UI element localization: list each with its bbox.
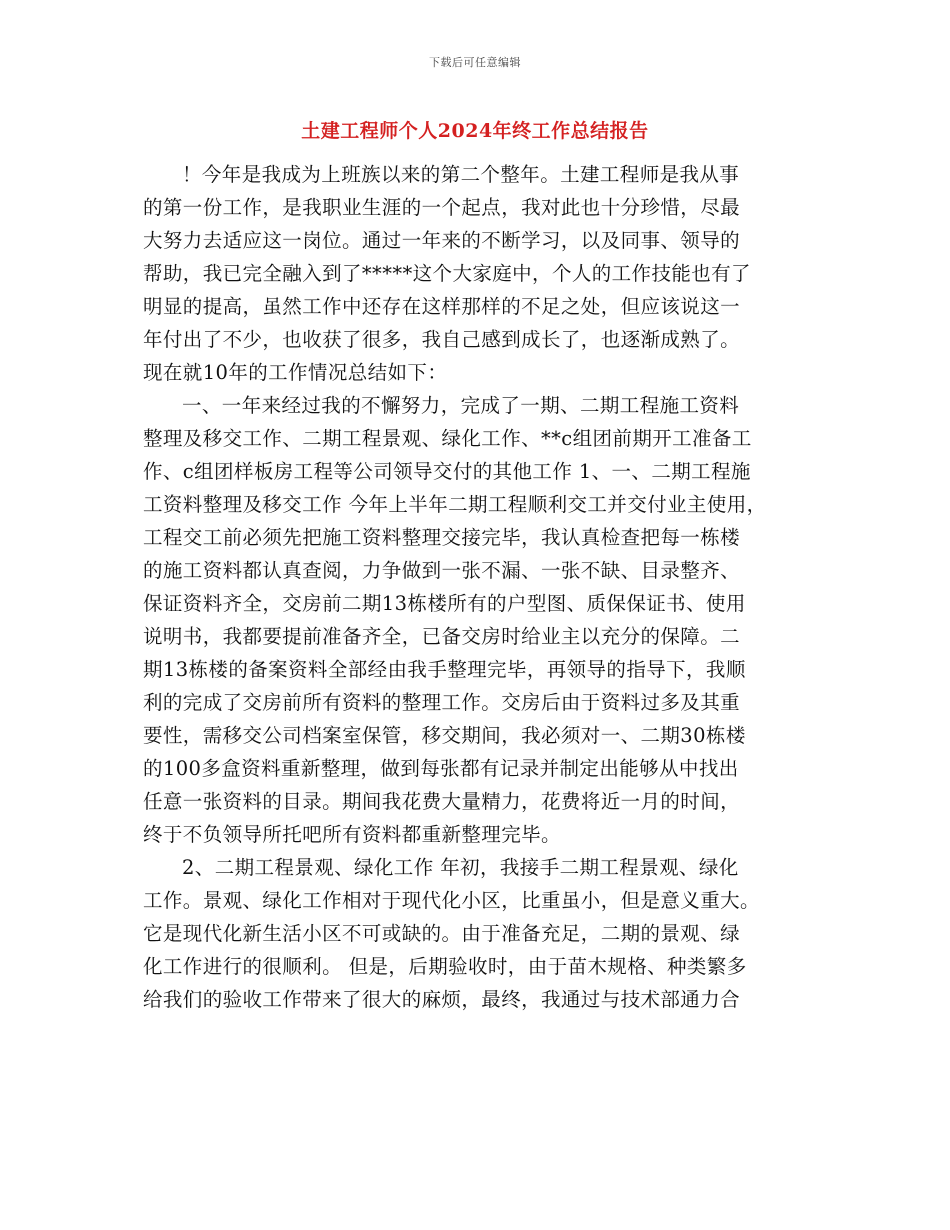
paragraph-line: 的施工资料都认真查阅，力争做到一张不漏、一张不缺、目录整齐、: [143, 559, 741, 582]
paragraph-line: 给我们的验收工作带来了很大的麻烦，最终，我通过与技术部通力合: [143, 988, 741, 1011]
paragraph-line: 化工作进行的很顺利。 但是，后期验收时，由于苗木规格、种类繁多: [143, 955, 747, 978]
paragraph-line: 2、二期工程景观、绿化工作 年初，我接手二期工程景观、绿化: [182, 856, 739, 879]
paragraph-line: 作、c组团样板房工程等公司领导交付的其他工作 1、一、二期工程施: [143, 460, 751, 483]
paragraph: [143, 851, 818, 1016]
paragraph-line: 任意一张资料的目录。期间我花费大量精力，花费将近一月的时间，: [143, 790, 741, 813]
paragraph-line: 说明书，我都要提前准备齐全，已备交房时给业主以充分的保障。二: [143, 625, 741, 648]
paragraph-line: 期13栋楼的备案资料全部经由我手整理完毕，再领导的指导下，我顺: [143, 658, 746, 681]
paragraph-line: 保证资料齐全，交房前二期13栋楼所有的户型图、质保保证书、使用: [143, 592, 746, 615]
paragraph-line: 的第一份工作，是我职业生涯的一个起点，我对此也十分珍惜，尽最: [143, 196, 741, 219]
paragraph-line: 工程交工前必须先把施工资料整理交接完毕，我认真检查把每一栋楼: [143, 526, 741, 549]
document-body: [143, 158, 818, 1016]
paragraph: [143, 158, 818, 389]
paragraph-line: 帮助，我已完全融入到了*****这个大家庭中，个人的工作技能也有了: [143, 262, 751, 285]
document-title: 土建工程师个人2024年终工作总结报告: [301, 120, 649, 142]
paragraph-line: ！今年是我成为上班族以来的第二个整年。土建工程师是我从事: [182, 163, 740, 186]
paragraph-line: 工资料整理及移交工作 今年上半年二期工程顺利交工并交付业主使用，: [143, 493, 767, 516]
paragraph-line: 整理及移交工作、二期工程景观、绿化工作、**c组团前期开工准备工: [143, 427, 752, 450]
paragraph-line: 利的完成了交房前所有资料的整理工作。交房后由于资料过多及其重: [143, 691, 741, 714]
header-note: 下载后可任意编辑: [429, 56, 521, 69]
paragraph-line: 它是现代化新生活小区不可或缺的。由于准备充足，二期的景观、绿: [143, 922, 741, 945]
paragraph-line: 工作。景观、绿化工作相对于现代化小区，比重虽小，但是意义重大。: [143, 889, 760, 912]
paragraph-line: 现在就10年的工作情况总结如下：: [143, 361, 448, 384]
paragraph-line: 终于不负领导所托吧所有资料都重新整理完毕。: [143, 823, 561, 846]
paragraph-line: 年付出了不少，也收获了很多，我自己感到成长了，也逐渐成熟了。: [143, 328, 741, 351]
paragraph-line: 要性，需移交公司档案室保管，移交期间，我必须对一、二期30栋楼: [143, 724, 746, 747]
paragraph-line: 明显的提高，虽然工作中还存在这样那样的不足之处，但应该说这一: [143, 295, 741, 318]
paragraph: [143, 389, 818, 851]
paragraph-line: 大努力去适应这一岗位。通过一年来的不断学习，以及同事、领导的: [143, 229, 741, 252]
paragraph-line: 的100多盒资料重新整理，做到每张都有记录并制定出能够从中找出: [143, 757, 739, 780]
paragraph-line: 一、一年来经过我的不懈努力，完成了一期、二期工程施工资料: [182, 394, 740, 417]
